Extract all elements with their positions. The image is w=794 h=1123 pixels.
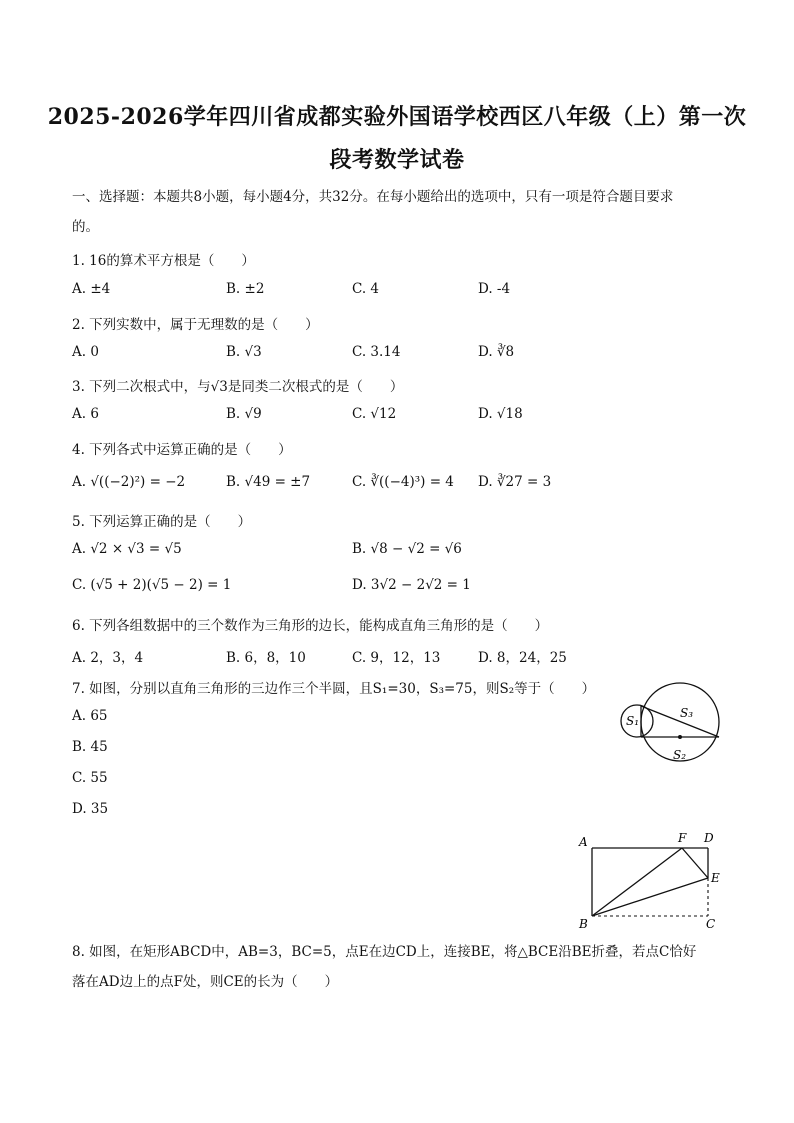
question-6-option-b[interactable]: B. 6，8，10 xyxy=(226,650,306,666)
question-7-option-d[interactable]: D. 35 xyxy=(72,801,109,817)
question-5-option-c[interactable]: C. (√5 + 2)(√5 − 2) = 1 xyxy=(72,577,232,593)
question-5-option-d[interactable]: D. 3√2 − 2√2 = 1 xyxy=(352,577,471,593)
page-title-line1: 2025-2026学年四川省成都实验外国语学校西区八年级（上）第一次 xyxy=(47,104,747,130)
section-instructions xyxy=(72,182,722,242)
question-6-option-c[interactable]: C. 9，12，13 xyxy=(352,650,441,666)
question-2-stem: 2. 下列实数中，属于无理数的是（ ） xyxy=(72,317,319,333)
question-3-option-d[interactable]: D. √18 xyxy=(478,406,523,422)
question-2-option-b[interactable]: B. √3 xyxy=(226,344,262,360)
question-6-stem: 6. 下列各组数据中的三个数作为三角形的边长，能构成直角三角形的是（ ） xyxy=(72,618,549,634)
question-3-option-c[interactable]: C. √12 xyxy=(352,406,397,422)
label-e: E xyxy=(711,871,720,885)
center-dot xyxy=(678,735,682,739)
question-3-option-a[interactable]: A. 6 xyxy=(72,406,99,422)
question-2-option-d[interactable]: D. ∛8 xyxy=(478,344,515,360)
question-1-option-b[interactable]: B. ±2 xyxy=(226,281,265,297)
label-f: F xyxy=(678,831,687,845)
segment-be xyxy=(592,878,708,916)
section-instructions-line2: 的。 xyxy=(72,219,99,235)
label-s1: S₁ xyxy=(626,714,640,728)
question-1-stem: 1. 16的算术平方根是（ ） xyxy=(72,253,255,269)
page-title-line2: 段考数学试卷 xyxy=(329,147,465,173)
question-6-option-d[interactable]: D. 8，24，25 xyxy=(478,650,567,666)
question-4-option-d[interactable]: D. ∛27 = 3 xyxy=(478,474,552,490)
question-4-option-a[interactable]: A. √((−2)²) = −2 xyxy=(72,474,186,490)
question-5-stem: 5. 下列运算正确的是（ ） xyxy=(72,514,252,530)
question-5-option-a[interactable]: A. √2 × √3 = √5 xyxy=(72,541,182,557)
question-8-figure xyxy=(570,828,730,933)
question-5-option-b[interactable]: B. √8 − √2 = √6 xyxy=(352,541,462,557)
question-7-option-c[interactable]: C. 55 xyxy=(72,770,108,786)
question-7-figure xyxy=(615,675,730,785)
label-d: D xyxy=(704,831,714,845)
question-1-option-c[interactable]: C. 4 xyxy=(352,281,380,297)
label-b: B xyxy=(579,917,588,931)
label-s3: S₃ xyxy=(680,706,694,720)
question-2-option-c[interactable]: C. 3.14 xyxy=(352,344,401,360)
question-3-stem: 3. 下列二次根式中，与√3是同类二次根式的是（ ） xyxy=(72,379,404,395)
question-7-option-b[interactable]: B. 45 xyxy=(72,739,108,755)
question-6-option-a[interactable]: A. 2，3，4 xyxy=(72,650,144,666)
question-4-option-b[interactable]: B. √49 = ±7 xyxy=(226,474,311,490)
question-1-option-a[interactable]: A. ±4 xyxy=(72,281,111,297)
segment-bf xyxy=(592,848,682,916)
question-2-option-a[interactable]: A. 0 xyxy=(72,344,99,360)
question-7-stem: 7. 如图，分别以直角三角形的三边作三个半圆，且S₁=30，S₃=75，则S₂等于（ ） xyxy=(72,681,596,697)
label-s2: S₂ xyxy=(673,748,687,762)
segment-fe xyxy=(682,848,708,878)
question-8-stem-line1: 8. 如图，在矩形ABCD中，AB=3，BC=5，点E在边CD上，连接BE，将△BCE沿BE折叠，若点C恰好 xyxy=(72,944,697,960)
label-c: C xyxy=(706,917,716,931)
label-a: A xyxy=(579,835,588,849)
question-4-stem: 4. 下列各式中运算正确的是（ ） xyxy=(72,442,292,458)
question-8-stem-line2: 落在AD边上的点F处，则CE的长为（ ） xyxy=(72,974,339,990)
question-1-option-d[interactable]: D. -4 xyxy=(478,281,511,297)
question-3-option-b[interactable]: B. √9 xyxy=(226,406,262,422)
question-4-option-c[interactable]: C. ∛((−4)³) = 4 xyxy=(352,474,454,490)
section-instructions-line1: 一、选择题：本题共8小题，每小题4分，共32分。在每小题给出的选项中，只有一项是符合题目要求 xyxy=(72,189,674,205)
question-7-option-a[interactable]: A. 65 xyxy=(72,708,108,724)
